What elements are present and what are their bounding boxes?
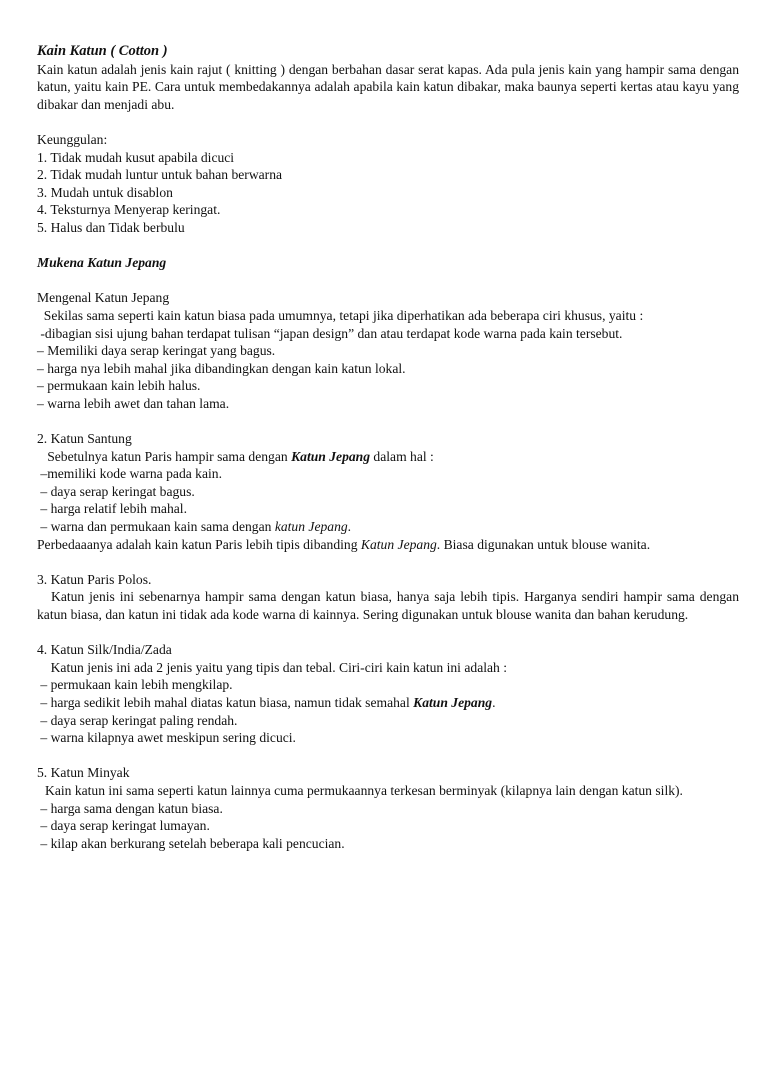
section1-item: – Memiliki daya serap keringat yang bagus. [37, 343, 276, 359]
section4-item: – harga sedikit lebih mahal diatas katun biasa, namun tidak semahal Katun Jepang. [37, 694, 496, 710]
section2-heading: 2. Katun Santung [37, 431, 132, 447]
advantage-item: 1. Tidak mudah kusut apabila dicuci [37, 149, 235, 165]
section2-item: –memiliki kode warna pada kain. [37, 466, 222, 482]
spacer [37, 553, 739, 571]
section3-paragraph: Katun jenis ini sebenarnya hampir sama dengan katun biasa, hanya saja lebih tipis. Harganya sendiri hampir sama dengan katun biasa, dan katun ini tidak ada kode warna di kainnya. Sering digunakan untuk blouse wanita dan bahan kerudung. [37, 589, 739, 622]
section4-heading: 4. Katun Silk/India/Zada [37, 642, 172, 658]
spacer [37, 113, 739, 131]
document-title: Kain Katun ( Cotton ) [37, 43, 168, 59]
section5-item: – daya serap keringat lumayan. [37, 818, 210, 834]
section3-heading: 3. Katun Paris Polos. [37, 571, 152, 587]
mukena-title: Mukena Katun Jepang [37, 255, 167, 271]
intro-paragraph: Kain katun adalah jenis kain rajut ( knitting ) dengan berbahan dasar serat kapas. Ada pula jenis kain yang hampir sama dengan katun, yaitu kain PE. Cara untuk membedakannya adalah apabila kain katun dibakar, maka baunya seperti kertas atau kayu yang dibakar dan menjadi abu. [37, 61, 739, 112]
advantage-item: 4. Teksturnya Menyerap keringat. [37, 202, 221, 218]
section4-item: – warna kilapnya awet meskipun sering dicuci. [37, 730, 296, 746]
document-page [37, 43, 739, 852]
spacer [37, 747, 739, 765]
section5-paragraph: Kain katun ini sama seperti katun lainnya cuma permukaannya terkesan berminyak (kilapnya lain dengan katun silk). [45, 782, 683, 798]
section1-heading: Mengenal Katun Jepang [37, 290, 170, 306]
section1-intro: Sekilas sama seperti kain katun biasa pada umumnya, tetapi jika diperhatikan ada beberapa ciri khusus, yaitu : [37, 307, 644, 323]
katun-jepang-italic: katun Jepang [274, 519, 348, 535]
section1-item: – permukaan kain lebih halus. [37, 378, 201, 394]
section5-item: – kilap akan berkurang setelah beberapa kali pencucian. [37, 835, 345, 851]
katun-jepang-emphasis: Katun Jepang [291, 448, 371, 464]
section2-intro: Sebetulnya katun Paris hampir sama dengan Katun Jepang dalam hal : [37, 448, 434, 464]
section1-item: -dibagian sisi ujung bahan terdapat tulisan “japan design” dan atau terdapat kode warna pada kain tersebut. [37, 325, 623, 341]
advantage-item: 2. Tidak mudah luntur untuk bahan berwarna [37, 167, 283, 183]
spacer [37, 272, 739, 290]
advantage-item: 3. Mudah untuk disablon [37, 184, 173, 200]
spacer [37, 624, 739, 642]
section2-item: – warna dan permukaan kain sama dengan katun Jepang. [37, 519, 352, 535]
katun-jepang-emphasis: Katun Jepang [413, 694, 493, 710]
section4-intro: Katun jenis ini ada 2 jenis yaitu yang tipis dan tebal. Ciri-ciri kain katun ini adalah : [37, 659, 508, 675]
section1-item: – harga nya lebih mahal jika dibandingkan dengan kain katun lokal. [37, 360, 406, 376]
section2-item: – harga relatif lebih mahal. [37, 501, 187, 517]
katun-jepang-italic: Katun Jepang [360, 536, 437, 552]
section4-item: – daya serap keringat paling rendah. [37, 712, 238, 728]
section4-item: – permukaan kain lebih mengkilap. [37, 677, 233, 693]
section5-item: – harga sama dengan katun biasa. [37, 800, 223, 816]
advantages-heading: Keunggulan: [37, 131, 108, 147]
section5-heading: 5. Katun Minyak [37, 765, 130, 781]
advantage-item: 5. Halus dan Tidak berbulu [37, 219, 185, 235]
section2-difference: Perbedaaanya adalah kain katun Paris lebih tipis dibanding Katun Jepang. Biasa digunakan untuk blouse wanita. [37, 536, 651, 552]
section2-item: – daya serap keringat bagus. [37, 483, 195, 499]
spacer [37, 237, 739, 255]
section1-item: – warna lebih awet dan tahan lama. [37, 395, 230, 411]
spacer [37, 412, 739, 430]
